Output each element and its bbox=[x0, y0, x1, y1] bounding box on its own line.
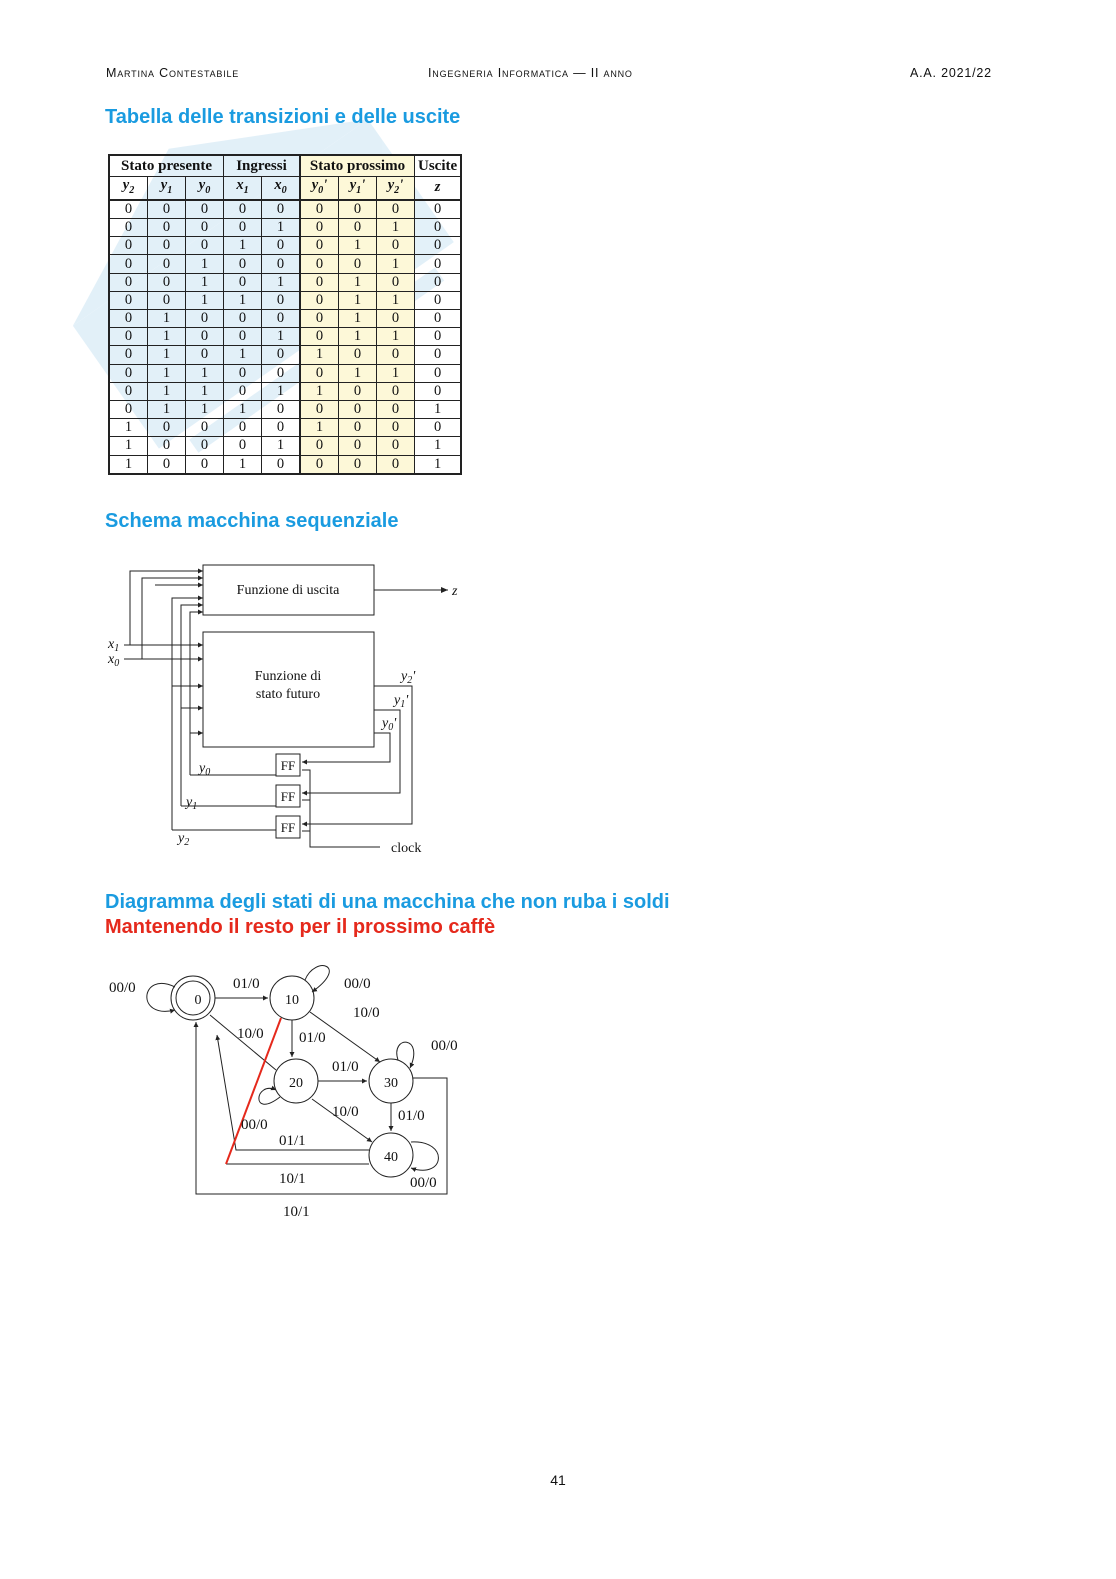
table-cell: 0 bbox=[339, 400, 377, 418]
table-cell: 1 bbox=[377, 328, 415, 346]
table-cell: 0 bbox=[415, 237, 462, 255]
table-cell: 1 bbox=[377, 291, 415, 309]
table-cell: 0 bbox=[339, 255, 377, 273]
state-40-label: 40 bbox=[384, 1150, 398, 1165]
table-cell: 1 bbox=[262, 437, 301, 455]
table-cell: 0 bbox=[415, 346, 462, 364]
diagram-section-subtitle: Mantenendo il resto per il prossimo caffè bbox=[105, 916, 496, 938]
table-cell: 0 bbox=[415, 273, 462, 291]
table-cell: 1 bbox=[339, 291, 377, 309]
table-cell: 0 bbox=[224, 219, 262, 237]
table-cell: 0 bbox=[224, 273, 262, 291]
col-z: z bbox=[415, 177, 462, 200]
table-cell: 1 bbox=[262, 328, 301, 346]
table-cell: 0 bbox=[415, 200, 462, 219]
col-y1: $y_1$ bbox=[148, 177, 186, 200]
col-y2-next: $y_2'$ bbox=[377, 177, 415, 200]
table-cell: 0 bbox=[339, 437, 377, 455]
group-inputs: Ingressi bbox=[224, 155, 301, 177]
table-cell: 0 bbox=[262, 310, 301, 328]
lbl-s40-loop: 00/0 bbox=[410, 1175, 437, 1191]
table-cell: 0 bbox=[339, 200, 377, 219]
table-cell: 0 bbox=[415, 219, 462, 237]
lbl-s10-s30: 10/0 bbox=[353, 1005, 380, 1021]
ff-y2-label: FF bbox=[280, 820, 296, 835]
table-cell: 0 bbox=[109, 200, 148, 219]
table-cell: 1 bbox=[377, 364, 415, 382]
table-cell: 0 bbox=[415, 255, 462, 273]
table-cell: 0 bbox=[186, 219, 224, 237]
x1-to-output bbox=[130, 571, 203, 645]
table-cell: 0 bbox=[300, 273, 339, 291]
lbl-s20-s0: 10/0 bbox=[237, 1026, 264, 1042]
table-cell: 0 bbox=[262, 346, 301, 364]
z-label: z bbox=[452, 584, 458, 599]
table-cell: 0 bbox=[300, 219, 339, 237]
table-cell: 0 bbox=[186, 346, 224, 364]
table-cell: 1 bbox=[186, 382, 224, 400]
table-cell: 0 bbox=[339, 219, 377, 237]
ff-y0-label: FF bbox=[280, 758, 296, 773]
table-cell: 1 bbox=[339, 364, 377, 382]
group-present-state: Stato presente bbox=[109, 155, 224, 177]
diagram-section-title: Diagramma degli stati di una macchina che non ruba i soldi bbox=[105, 891, 670, 913]
table-cell: 1 bbox=[415, 455, 462, 474]
col-y0: $y_0$ bbox=[186, 177, 224, 200]
y1-label: $y_1$ bbox=[186, 795, 198, 812]
table-cell: 0 bbox=[339, 346, 377, 364]
table-cell: 0 bbox=[186, 310, 224, 328]
y0p-label: $y_0'$ bbox=[382, 716, 397, 733]
lbl-s30-s40: 01/0 bbox=[398, 1108, 425, 1124]
edge-20-0 bbox=[210, 1015, 276, 1070]
table-cell: 0 bbox=[148, 255, 186, 273]
table-cell: 0 bbox=[262, 419, 301, 437]
state-10-label: 10 bbox=[285, 993, 299, 1008]
table-cell: 1 bbox=[109, 437, 148, 455]
x0-label: $x_0$ bbox=[108, 652, 120, 669]
table-cell: 1 bbox=[186, 400, 224, 418]
table-cell: 1 bbox=[262, 273, 301, 291]
table-section-title: Tabella delle transizioni e delle uscite bbox=[105, 106, 461, 128]
table-cell: 0 bbox=[377, 346, 415, 364]
table-cell: 0 bbox=[148, 291, 186, 309]
state-0-label: 0 bbox=[194, 993, 202, 1008]
table-cell: 0 bbox=[186, 419, 224, 437]
table-cell: 0 bbox=[377, 273, 415, 291]
table-cell: 0 bbox=[300, 255, 339, 273]
table-cell: 0 bbox=[224, 255, 262, 273]
table-cell: 0 bbox=[224, 364, 262, 382]
table-cell: 0 bbox=[148, 273, 186, 291]
state-0-outer bbox=[171, 976, 215, 1020]
table-cell: 0 bbox=[339, 419, 377, 437]
table-cell: 0 bbox=[109, 310, 148, 328]
schema-section-title: Schema macchina sequenziale bbox=[105, 510, 399, 532]
table-cell: 0 bbox=[109, 382, 148, 400]
table-cell: 1 bbox=[148, 382, 186, 400]
table-cell: 0 bbox=[262, 200, 301, 219]
table-cell: 0 bbox=[109, 219, 148, 237]
table-cell: 0 bbox=[300, 200, 339, 219]
col-y2: $y_2$ bbox=[109, 177, 148, 200]
table-cell: 0 bbox=[224, 200, 262, 219]
table-cell: 0 bbox=[109, 273, 148, 291]
table-cell: 0 bbox=[224, 437, 262, 455]
col-x1: $x_1$ bbox=[224, 177, 262, 200]
table-cell: 0 bbox=[186, 200, 224, 219]
table-cell: 1 bbox=[224, 455, 262, 474]
table-cell: 0 bbox=[148, 200, 186, 219]
table-cell: 1 bbox=[224, 400, 262, 418]
lbl-s0-s10: 01/0 bbox=[233, 976, 260, 992]
state-block-label-1: Funzione di bbox=[254, 669, 322, 684]
table-cell: 0 bbox=[377, 382, 415, 400]
table-cell: 0 bbox=[186, 437, 224, 455]
table-cell: 1 bbox=[148, 364, 186, 382]
table-cell: 0 bbox=[300, 310, 339, 328]
table-cell: 0 bbox=[377, 200, 415, 219]
table-cell: 1 bbox=[339, 328, 377, 346]
state-30-label: 30 bbox=[384, 1076, 398, 1091]
lbl-s30-s0: 10/1 bbox=[283, 1204, 310, 1220]
table-cell: 1 bbox=[300, 419, 339, 437]
header-author: Martina Contestabile bbox=[106, 66, 240, 80]
lbl-s10-s20: 01/0 bbox=[299, 1030, 326, 1046]
x1-label: $x_1$ bbox=[108, 637, 120, 654]
table-cell: 0 bbox=[300, 237, 339, 255]
clock-label: clock bbox=[391, 841, 422, 856]
table-cell: 0 bbox=[224, 419, 262, 437]
table-cell: 0 bbox=[186, 455, 224, 474]
table-cell: 0 bbox=[377, 419, 415, 437]
table-cell: 1 bbox=[109, 455, 148, 474]
ff-y1-label: FF bbox=[280, 789, 296, 804]
table-cell: 0 bbox=[148, 237, 186, 255]
y0-label: $y_0$ bbox=[199, 761, 211, 778]
table-cell: 0 bbox=[262, 237, 301, 255]
state-20-label: 20 bbox=[289, 1076, 303, 1091]
clock-line bbox=[302, 770, 380, 847]
table-cell: 0 bbox=[262, 291, 301, 309]
lbl-s10-loop: 00/0 bbox=[344, 976, 371, 992]
lbl-s20-s40: 10/0 bbox=[332, 1104, 359, 1120]
table-cell: 1 bbox=[148, 310, 186, 328]
loop-10 bbox=[305, 966, 329, 992]
table-cell: 1 bbox=[262, 382, 301, 400]
table-cell: 0 bbox=[109, 291, 148, 309]
col-x0: $x_0$ bbox=[262, 177, 301, 200]
table-cell: 0 bbox=[377, 237, 415, 255]
table-cell: 1 bbox=[300, 346, 339, 364]
table-cell: 1 bbox=[148, 346, 186, 364]
table-cell: 0 bbox=[109, 237, 148, 255]
table-cell: 0 bbox=[339, 382, 377, 400]
loop-40 bbox=[411, 1142, 438, 1170]
y0-feedback-output bbox=[190, 612, 203, 775]
output-block-label: Funzione di uscita bbox=[236, 583, 340, 598]
table-cell: 0 bbox=[415, 419, 462, 437]
table-cell: 0 bbox=[224, 328, 262, 346]
state-0-inner bbox=[176, 981, 210, 1015]
table-cell: 1 bbox=[339, 273, 377, 291]
group-next-state: Stato prossimo bbox=[300, 155, 415, 177]
header-year: A.A. 2021/22 bbox=[910, 66, 992, 80]
col-y0-next: $y_0'$ bbox=[300, 177, 339, 200]
table-cell: 1 bbox=[148, 328, 186, 346]
group-outputs: Uscite bbox=[415, 155, 462, 177]
table-cell: 0 bbox=[224, 310, 262, 328]
table-cell: 0 bbox=[262, 255, 301, 273]
table-cell: 0 bbox=[377, 437, 415, 455]
table-cell: 1 bbox=[224, 237, 262, 255]
table-cell: 0 bbox=[339, 455, 377, 474]
lbl-s40-s10: 10/1 bbox=[279, 1171, 306, 1187]
table-cell: 1 bbox=[339, 237, 377, 255]
lbl-s40-s0: 01/1 bbox=[279, 1133, 306, 1149]
table-cell: 1 bbox=[186, 255, 224, 273]
page-number: 41 bbox=[550, 1472, 566, 1488]
table-cell: 0 bbox=[262, 364, 301, 382]
table-cell: 0 bbox=[148, 219, 186, 237]
table-cell: 0 bbox=[300, 455, 339, 474]
lbl-s20-loop: 00/0 bbox=[241, 1117, 268, 1133]
table-cell: 0 bbox=[186, 328, 224, 346]
table-cell: 1 bbox=[224, 291, 262, 309]
table-cell: 1 bbox=[224, 346, 262, 364]
table-cell: 0 bbox=[148, 419, 186, 437]
table-cell: 1 bbox=[339, 310, 377, 328]
table-cell: 0 bbox=[300, 364, 339, 382]
table-cell: 1 bbox=[300, 382, 339, 400]
table-cell: 0 bbox=[415, 382, 462, 400]
table-cell: 0 bbox=[109, 400, 148, 418]
table-cell: 0 bbox=[415, 364, 462, 382]
table-cell: 0 bbox=[186, 237, 224, 255]
table-cell: 0 bbox=[224, 382, 262, 400]
table-cell: 1 bbox=[109, 419, 148, 437]
lbl-s20-s30: 01/0 bbox=[332, 1059, 359, 1075]
col-y1-next: $y_1'$ bbox=[339, 177, 377, 200]
lbl-s30-loop: 00/0 bbox=[431, 1038, 458, 1054]
table-cell: 1 bbox=[186, 273, 224, 291]
table-cell: 0 bbox=[262, 400, 301, 418]
y1p-label: $y_1'$ bbox=[394, 693, 409, 710]
table-cell: 0 bbox=[377, 455, 415, 474]
table-cell: 1 bbox=[262, 219, 301, 237]
table-cell: 0 bbox=[415, 310, 462, 328]
table-cell: 1 bbox=[148, 400, 186, 418]
table-cell: 0 bbox=[377, 310, 415, 328]
table-cell: 0 bbox=[148, 455, 186, 474]
table-cell: 1 bbox=[415, 437, 462, 455]
y2p-label: $y_2'$ bbox=[401, 669, 416, 686]
table-cell: 0 bbox=[300, 291, 339, 309]
table-cell: 0 bbox=[262, 455, 301, 474]
table-cell: 0 bbox=[415, 291, 462, 309]
table-cell: 0 bbox=[300, 328, 339, 346]
table-cell: 1 bbox=[377, 255, 415, 273]
table-cell: 1 bbox=[186, 364, 224, 382]
state-block-label-2: stato futuro bbox=[255, 687, 321, 702]
table-cell: 0 bbox=[415, 328, 462, 346]
table-cell: 0 bbox=[377, 400, 415, 418]
table-cell: 0 bbox=[109, 328, 148, 346]
table-cell: 0 bbox=[109, 346, 148, 364]
table-cell: 0 bbox=[300, 400, 339, 418]
table-cell: 1 bbox=[415, 400, 462, 418]
table-cell: 0 bbox=[109, 255, 148, 273]
header-course: Ingegneria Informatica — II anno bbox=[428, 66, 633, 80]
table-cell: 1 bbox=[377, 219, 415, 237]
table-cell: 0 bbox=[109, 364, 148, 382]
y2-label: $y_2$ bbox=[178, 831, 190, 848]
table-cell: 0 bbox=[148, 437, 186, 455]
table-cell: 1 bbox=[186, 291, 224, 309]
table-cell: 0 bbox=[300, 437, 339, 455]
lbl-s0-loop: 00/0 bbox=[109, 980, 136, 996]
